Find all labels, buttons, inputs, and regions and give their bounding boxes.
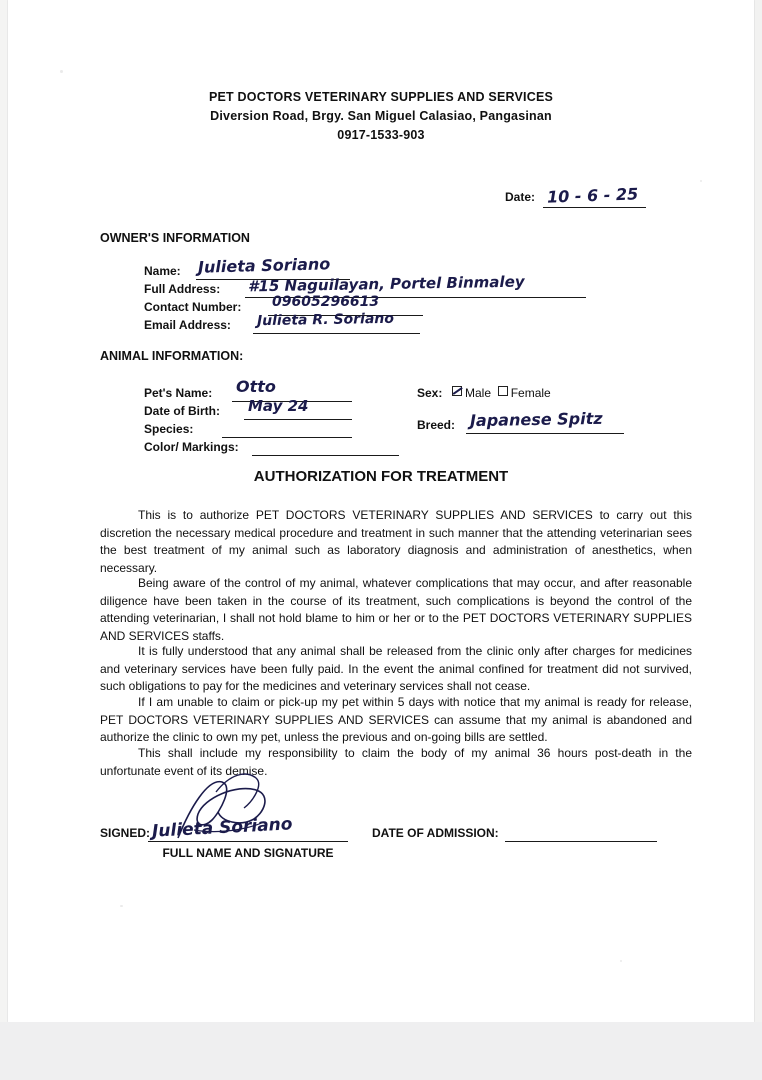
clinic-name: PET DOCTORS VETERINARY SUPPLIES AND SERVICES [208, 90, 554, 104]
pet-color-field[interactable] [252, 455, 399, 456]
pet-dob-value: May 24 [248, 397, 309, 415]
authorization-paragraph [100, 507, 692, 577]
owner-email-field[interactable] [253, 333, 420, 334]
pet-breed-label: Breed: [417, 418, 456, 432]
signature-caption: FULL NAME AND SIGNATURE [162, 846, 334, 860]
pet-color-label: Color/ Markings: [144, 440, 239, 454]
date-of-admission-label: DATE OF ADMISSION: [372, 826, 499, 840]
pet-species-label: Species: [144, 422, 194, 436]
owner-name-label: Name: [144, 264, 181, 278]
pet-dob-field[interactable] [244, 419, 352, 420]
pet-name-label: Pet's Name: [144, 386, 213, 400]
pet-name-value: Otto [236, 377, 276, 396]
authorization-paragraph [100, 694, 692, 747]
pet-breed-value: Japanese Spitz [469, 408, 603, 431]
pet-breed-field[interactable] [466, 433, 624, 434]
clinic-phone: 0917-1533-903 [337, 128, 425, 142]
owner-email-value: Julieta R. Soriano [256, 310, 395, 330]
owner-email-label: Email Address: [144, 318, 231, 332]
sex-male-label: Male [465, 386, 492, 400]
owner-contact-value: 09605296613 [272, 294, 380, 310]
owner-contact-label: Contact Number: [144, 300, 242, 314]
clinic-address: Diversion Road, Brgy. San Miguel Calasiao, Pangasinan [210, 109, 552, 123]
authorization-paragraph [100, 575, 692, 645]
pet-sex-options [452, 386, 551, 400]
owner-name-value: Julieta Soriano [197, 254, 331, 277]
owner-address-value: #15 Naguilayan, Portel Binmaley [247, 272, 525, 296]
sex-female-label: Female [510, 386, 551, 400]
authorization-paragraph-text: It is fully understood that any animal shall be released from the clinic only after charges for medicines and veterinary services have been fully paid. In the event the animal confined for treatment did not survived, such obligations to pay for the medicines and veterinary services shall not cease. [100, 644, 692, 694]
signed-label: SIGNED: [100, 826, 151, 840]
signature-field[interactable] [148, 841, 348, 842]
sex-female-checkbox[interactable] [498, 386, 508, 396]
authorization-paragraph-text: This shall include my responsibility to claim the body of my animal 36 hours post-death in the unfortunate event of its demise. [100, 746, 692, 778]
pet-sex-label: Sex: [417, 386, 443, 400]
authorization-paragraph-text: If I am unable to claim or pick-up my pet within 5 days with notice that my animal is ready for release, PET DOCTORS VETERINARY SUPPLIES AND SERVICES can assume that my animal is abandoned and authorize the clinic to own my pet, unless the previous and on-going bills are settled. [100, 695, 692, 745]
authorization-paragraph [100, 643, 692, 696]
pet-species-field[interactable] [222, 437, 352, 438]
authorization-title: AUTHORIZATION FOR TREATMENT [253, 468, 509, 485]
owner-section-title: OWNER'S INFORMATION [100, 231, 250, 245]
date-label: Date: [505, 190, 536, 204]
date-of-admission-field[interactable] [505, 841, 657, 842]
animal-section-title: ANIMAL INFORMATION: [100, 349, 244, 363]
sex-male-checkbox[interactable] [452, 386, 462, 396]
date-handwritten-value: 10 - 6 - 25 [546, 184, 639, 207]
owner-address-label: Full Address: [144, 282, 221, 296]
pet-dob-label: Date of Birth: [144, 404, 220, 418]
authorization-paragraph-text: Being aware of the control of my animal, whatever complications that may occur, and after reasonable diligence have been taken in the course of its treatment, such complications is beyond the control of the attending veterinarian, I shall not hold blame to him or her or to the PET DOCTORS VETERINARY SUPPLIES AND SERVICES staffs. [100, 576, 692, 643]
date-field-line[interactable] [543, 207, 646, 208]
authorization-paragraph-text: This is to authorize PET DOCTORS VETERINARY SUPPLIES AND SERVICES to carry out this discretion the necessary medical procedure and treatment in such manner that the attending veterinarian sees the best treatment of my animal such as laboratory diagnosis and administration of anesthetics, when necessary. [100, 508, 692, 575]
scan-edge-bottom [0, 1022, 762, 1080]
signature-value: Julieta Soriano [151, 814, 293, 842]
